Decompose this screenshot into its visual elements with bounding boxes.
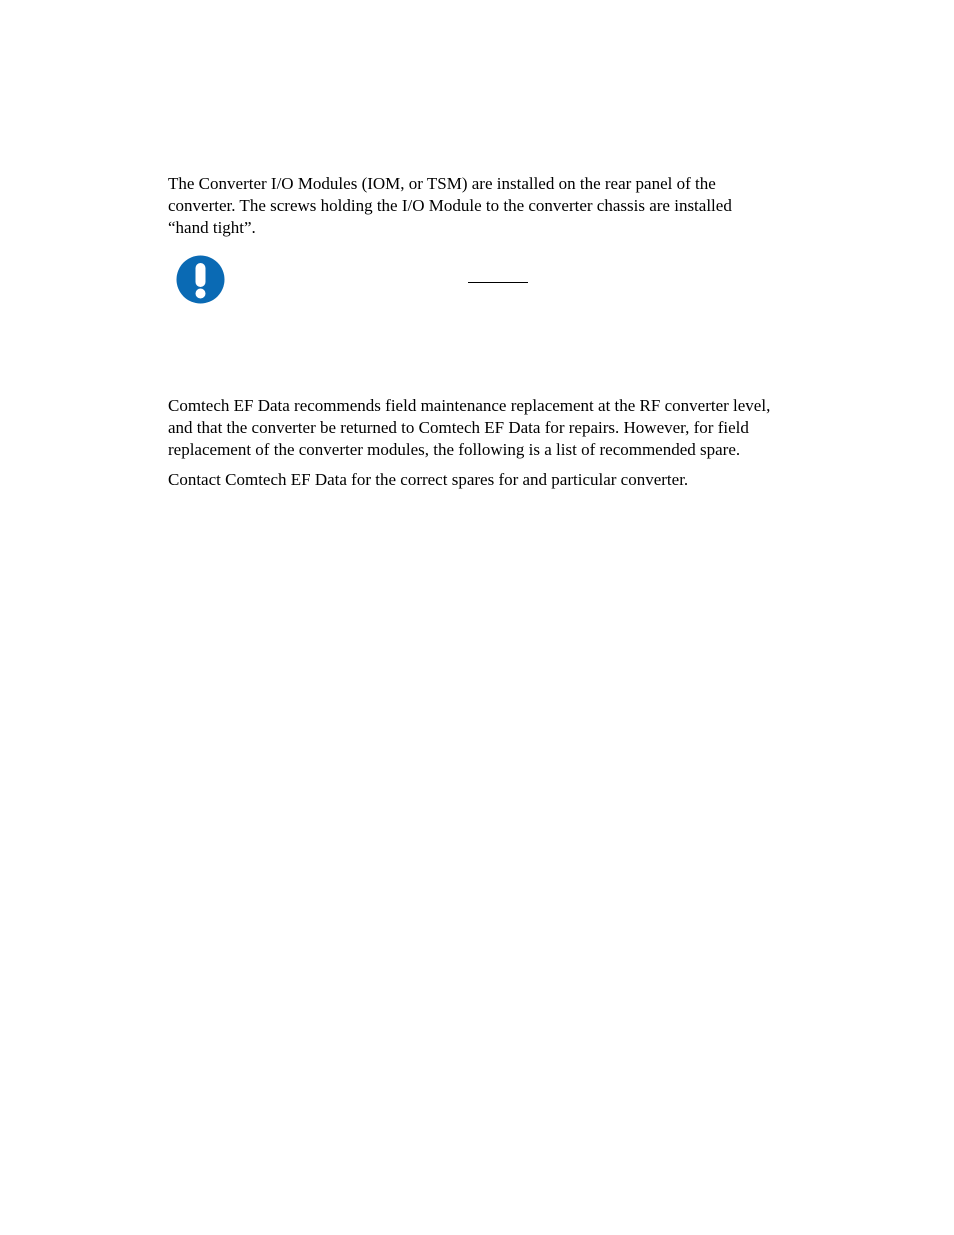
spares-paragraph xyxy=(168,395,838,461)
paragraph-line: The Converter I/O Modules (IOM, or TSM) are installed on the rear panel of the xyxy=(168,174,716,193)
paragraph-line: Comtech EF Data recommends field maintenance replacement at the RF converter level, xyxy=(168,396,771,415)
exclamation-notice-icon xyxy=(176,255,225,304)
paragraph-line: converter. The screws holding the I/O Module to the converter chassis are installed xyxy=(168,196,732,215)
notice-underline-rule xyxy=(468,282,528,283)
io-modules-paragraph xyxy=(168,173,838,239)
paragraph-line: and that the converter be returned to Comtech EF Data for repairs. However, for field xyxy=(168,418,749,437)
contact-paragraph xyxy=(168,469,838,491)
paragraph-line: Contact Comtech EF Data for the correct spares for and particular converter. xyxy=(168,470,689,489)
paragraph-line: replacement of the converter modules, the following is a list of recommended spare. xyxy=(168,440,741,459)
paragraph-line: “hand tight”. xyxy=(168,218,256,237)
